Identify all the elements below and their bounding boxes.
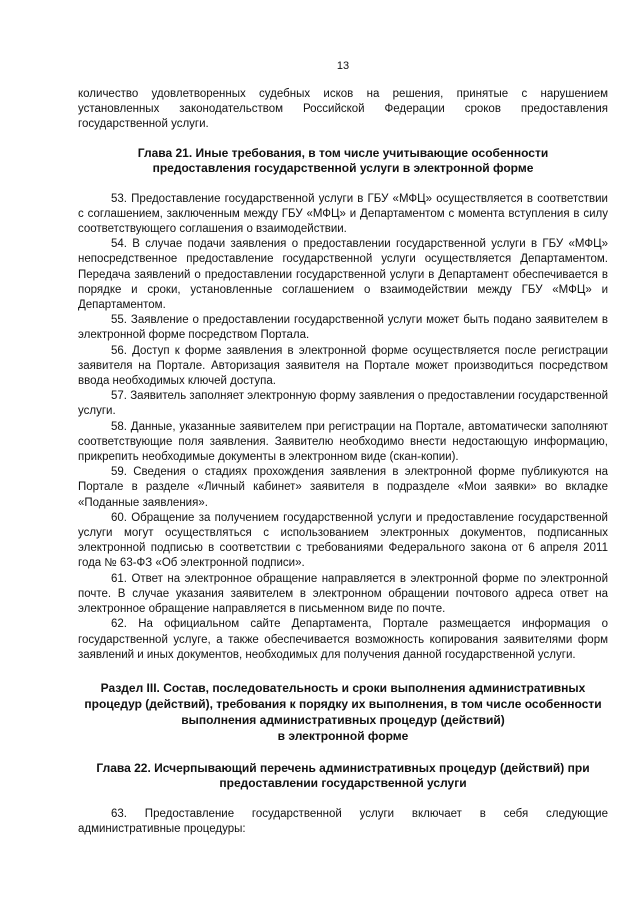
chapter-21-heading: Глава 21. Иные требования, в том числе учитывающие особенности предоставления государственной услуги в электронной форме — [137, 145, 549, 176]
section-3-heading — [78, 680, 608, 744]
document-body — [78, 87, 608, 837]
paragraph-61: 61. Ответ на электронное обращение направляется в электронной форме по электронной почте. В случае указания заявителем в электронном обращении почтового адреса ответ на электронное обращение направляется в письменном виде по почте. — [78, 572, 608, 616]
paragraph-55: 55. Заявление о предоставлении государственной услуги может быть подано заявителем в электронной форме посредством Портала. — [78, 314, 608, 342]
section-3-title: Раздел III. Состав, последовательность и сроки выполнения административных процедур (действий), требования к порядку их выполнения, в том числе особенности выполнения административных процедур (действий) — [84, 680, 602, 727]
page-number: 13 — [336, 60, 350, 72]
paragraph-62: 62. На официальном сайте Департамента, Портале размещается информация о государственной услуге, а также обеспечивается возможность копирования заявителями форм заявлений и иных документов, необходимых для получения данной государственной услуги. — [78, 618, 608, 661]
paragraph-63: 63. Предоставление государственной услуги включает в себя следующие административные процедуры: — [78, 807, 608, 836]
paragraph-59: 59. Сведения о стадиях прохождения заявления в электронной форме публикуются на Портале в разделе «Личный кабинет» заявителя в подразделе «Мои заявки» во вкладке «Поданные заявления». — [78, 466, 608, 509]
chapter-22-heading: Глава 22. Исчерпывающий перечень административных процедур (действий) при предоставлении государственной услуги — [96, 760, 590, 791]
chapter-21-paragraphs — [78, 192, 608, 663]
paragraph-53: 53. Предоставление государственной услуги в ГБУ «МФЦ» осуществляется в соответствии с соглашением, заключенным между ГБУ «МФЦ» и Департаментом с момента вступления в силу соответствующего соглашения о взаимодействии. — [78, 192, 608, 236]
paragraph-60: 60. Обращение за получением государственной услуги и предоставление государственной услуги могут осуществляться с использованием электронных документов, подписанных электронной подписью в соответствии с требованиями Федерального закона от 6 апреля 2011 года № 63-ФЗ «Об электронной подписи». — [78, 511, 608, 570]
intro-paragraph: количество удовлетворенных судебных исков на решения, принятые с нарушением установленных законодательством Российской Федерации сроков предоставления государственной услуги. — [78, 88, 608, 131]
section-3-title-end: в электронной форме — [277, 728, 409, 743]
paragraph-54: 54. В случае подачи заявления о предоставлении государственной услуги в ГБУ «МФЦ» непосредственное предоставление государственной услуги осуществляется Департаментом. Передача заявлений о предоставлении государственной услуги в Департамент обеспечивается в порядке и сроки, установленные соглашением о взаимодействии между ГБУ «МФЦ» и Департаментом. — [78, 238, 608, 312]
paragraph-57: 57. Заявитель заполняет электронную форму заявления о предоставлении государственной услуги. — [78, 390, 608, 418]
paragraph-58: 58. Данные, указанные заявителем при регистрации на Портале, автоматически заполняют соответствующие поля заявления. Заявителю необходимо внести недостающую информацию, прикрепить необходимые документы в электронном виде (скан-копии). — [78, 420, 608, 464]
paragraph-56: 56. Доступ к форме заявления в электронной форме осуществляется после регистрации заявителя на Портале. Авторизация заявителя на Портале может производиться посредством ввода необходимых ключей доступа. — [78, 344, 608, 388]
